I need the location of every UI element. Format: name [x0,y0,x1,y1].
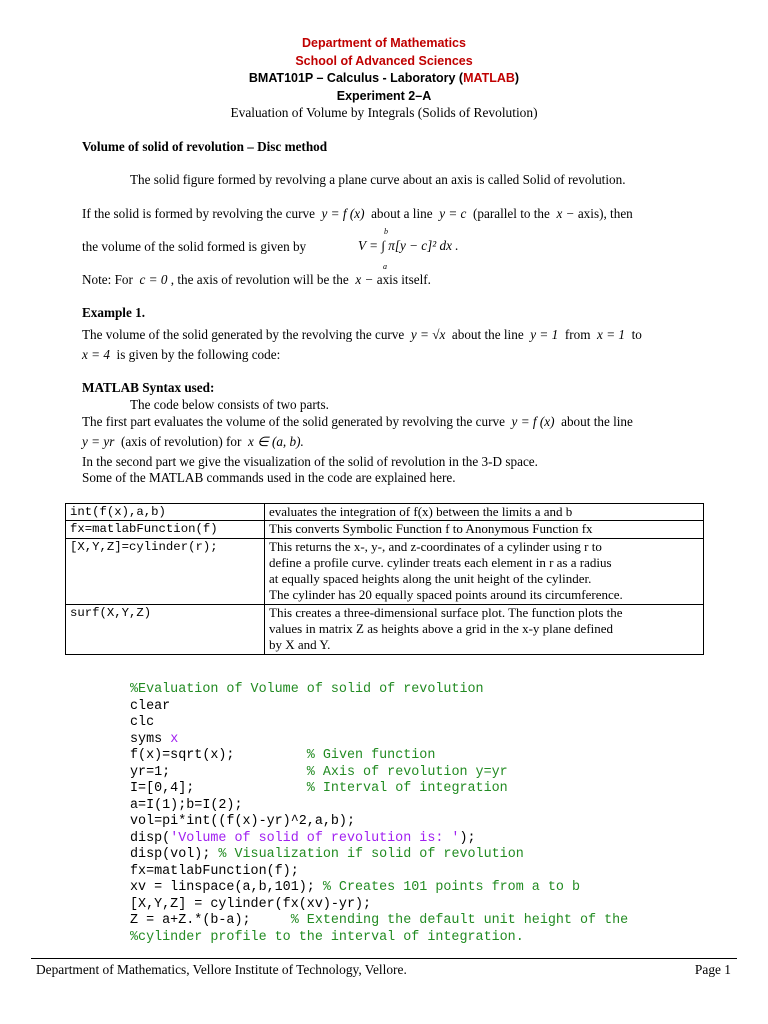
department-heading: Department of Mathematics [302,36,466,50]
command-cell: fx=matlabFunction(f) [66,521,265,538]
code-line [130,831,628,848]
syntax-line-4: In the second part we give the visualization of the solid of revolution in the 3-D space. [82,454,538,469]
command-cell: [X,Y,Z]=cylinder(r); [66,538,265,604]
example-line-2 [82,347,280,363]
example-line-1 [82,327,642,343]
description-line: at equally spaced heights along the unit height of the cylinder. [269,571,592,587]
section-title: Volume of solid of revolution – Disc method [82,139,328,154]
command-cell: int(f(x),a,b) [66,504,265,521]
definition-line-2: the volume of the solid formed is given by [82,239,307,254]
code-token: ); [459,830,476,846]
math-interval: x ∈ (a, b). [248,434,304,449]
description-line: This returns the x-, y-, and z-coordinates of a cylinder using r to [269,538,602,554]
math-curve: y = f (x) [321,206,365,221]
page-number: Page 1 [694,962,731,977]
course-suffix: ) [514,71,520,85]
syntax-line-2 [82,414,633,430]
description-line: by X and Y. [269,637,331,653]
text-run: about a line [371,206,433,221]
code-line: fx=matlabFunction(f); [130,863,299,879]
code-line: [X,Y,Z] = cylinder(fx(xv)-yr); [130,896,372,912]
text-run: (parallel to the [472,206,550,221]
description-line: evaluates the integration of f(x) between the limits a and b [269,504,573,519]
integral-upper-limit: b [384,227,388,236]
volume-formula: V = ∫ π[y − c]² dx . [358,238,459,253]
code-comment: % Axis of revolution y=yr [306,764,508,780]
table-row [66,521,704,538]
code-token: yr=1; [130,764,307,780]
code-string: 'Volume of solid of revolution is: ' [170,830,460,846]
command-cell: surf(X,Y,Z) [66,604,265,654]
text-run: (axis of revolution) for [120,434,242,449]
description-cell [265,504,704,521]
math-line: y = 1 [530,327,559,342]
code-comment: % Visualization if solid of revolution [218,847,524,862]
matlab-commands-table [65,503,704,655]
experiment-heading: Experiment 2–A [336,89,432,103]
code-comment: % Interval of integration [306,781,508,796]
code-line [130,913,628,930]
code-token: xv = linspace(a,b,101); [130,880,323,895]
integral-lower-limit: a [383,262,387,271]
text-run: axis), then [577,206,633,221]
syntax-title: MATLAB Syntax used: [82,380,215,395]
text-run: about the line [451,327,524,342]
math-axis: x − [556,206,575,221]
description-cell [265,538,704,604]
text-run: , the axis of revolution will be the [170,272,349,287]
code-comment: % Creates 101 points from a to b [322,880,581,895]
table-row [66,504,704,521]
math-curve: y = f (x) [511,414,555,429]
code-line [130,732,628,749]
experiment-subtitle: Evaluation of Volume by Integrals (Solids of Revolution) [230,105,538,120]
table-row [66,538,704,604]
code-token: disp(vol); [130,847,219,862]
code-token: I=[0,4]; [130,781,307,796]
description-line: values in matrix Z as heights above a grid in the x-y plane defined [269,621,614,637]
math-lower: x = 1 [597,327,625,342]
math-curve: y = √x [410,327,446,342]
math-axis-line: y = yr [82,434,115,449]
description-line: The cylinder has 20 equally spaced points around its circumference. [269,587,623,603]
text-run: is given by the following code: [116,347,281,362]
table-row [66,604,704,654]
description-line: This creates a three-dimensional surface plot. The function plots the [269,604,623,620]
code-comment: % Extending the default unit height of the [290,913,629,928]
course-matlab-tag: MATLAB [463,71,515,85]
text-run: Note: For [82,272,133,287]
code-comment: %Evaluation of Volume of solid of revolution [130,682,484,697]
syntax-line-5: Some of the MATLAB commands used in the code are explained here. [82,470,456,485]
code-token: f(x)=sqrt(x); [130,748,307,763]
text-run: The first part evaluates the volume of the solid generated by revolving the curve [82,414,505,429]
text-run: axis itself. [376,272,431,287]
school-heading: School of Advanced Sciences [295,54,473,68]
code-symbol: x [170,731,179,747]
code-line [130,847,628,864]
text-run: to [631,327,642,342]
description-line: This converts Symbolic Function f to Anonymous Function fx [269,521,593,537]
note-line [82,272,431,288]
syntax-line-3 [82,434,304,450]
code-line: clear [130,698,171,714]
description-line: define a profile curve. cylinder treats each element in r as a radius [269,554,612,570]
definition-line-1 [82,206,633,222]
code-token: syms [130,731,171,747]
code-comment: %cylinder profile to the interval of integration. [130,929,524,945]
code-line: clc [130,715,155,730]
code-line [130,880,628,897]
footer-institution: Department of Mathematics, Vellore Institute of Technology, Vellore. [36,962,407,977]
code-line [130,781,628,798]
syntax-line-1: The code below consists of two parts. [130,397,329,412]
description-cell [265,521,704,538]
code-comment: % Given function [306,748,436,763]
math-upper: x = 4 [82,347,110,362]
description-cell [265,604,704,654]
course-code: BMAT101P – Calculus - Laboratory ( [248,71,464,85]
code-line: vol=pi*int((f(x)-yr)^2,a,b); [130,814,355,829]
math-c-zero: c = 0 [139,272,168,287]
code-line: a=I(1);b=I(2); [130,797,243,813]
code-token: Z = a+Z.*(b-a); [130,913,291,928]
intro-text: The solid figure formed by revolving a plane curve about an axis is called Solid of revolution. [130,172,626,187]
footer-rule [31,958,737,959]
text-run: about the line [561,414,633,429]
text-run: If the solid is formed by revolving the curve [82,206,315,221]
text-run: The volume of the solid generated by the revolving the curve [82,327,405,342]
math-axis: x − [355,272,374,287]
code-listing [130,682,628,946]
code-token: disp( [130,830,171,846]
code-line [130,748,628,765]
text-run: from [564,327,591,342]
math-line: y = c [439,206,467,221]
example-title: Example 1. [82,305,146,320]
course-heading [0,71,768,85]
code-line [130,765,628,782]
